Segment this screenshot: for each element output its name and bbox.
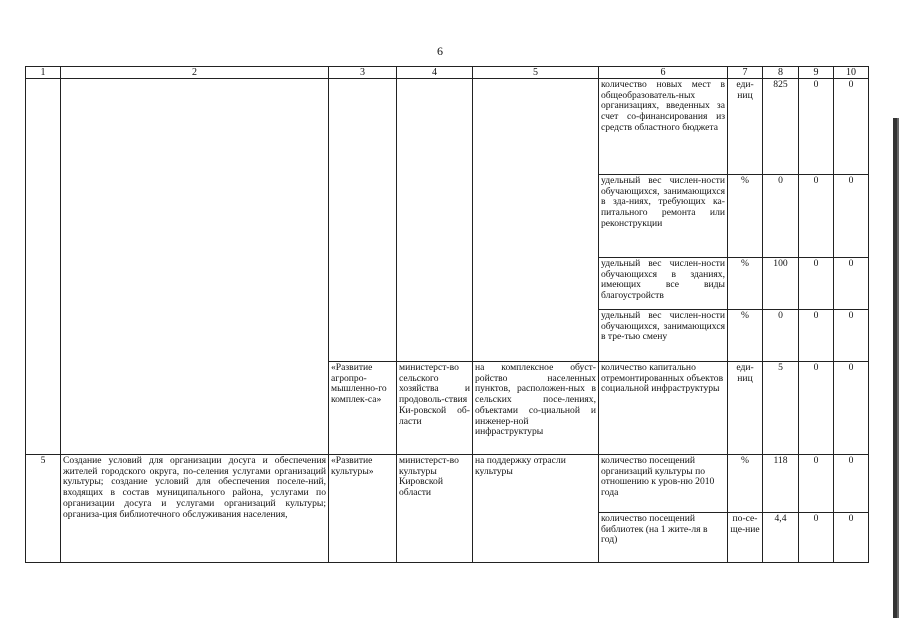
- table-row: [26, 79, 869, 175]
- column-number: 10: [834, 67, 869, 79]
- direction-cell: [473, 79, 599, 362]
- value-cell: 0: [834, 258, 869, 310]
- unit-cell: %: [728, 455, 763, 513]
- value-cell: 0: [799, 258, 834, 310]
- column-number: 3: [329, 67, 397, 79]
- program-table: [25, 66, 869, 563]
- column-number: 7: [728, 67, 763, 79]
- value-cell: 0: [763, 310, 799, 362]
- value-cell: 0: [834, 455, 869, 513]
- column-number: 2: [61, 67, 329, 79]
- value-cell: 0: [834, 362, 869, 455]
- column-number: 9: [799, 67, 834, 79]
- ministry-cell: министерст-во сельского хозяйства и продоволь-ствия Ки-ровской об-ласти: [397, 362, 473, 455]
- value-cell: 0: [799, 175, 834, 258]
- value-cell: 0: [834, 310, 869, 362]
- indicator-cell: количество посещений библиотек (на 1 жите-ля в год): [599, 513, 728, 563]
- description-cell: Создание условий для организации досуга и обеспечения жителей городского округа, по-селения услугами организаций культуры; создание условий для обеспечения поселе-ний, входящих в состав муниципального района, услугами по организации досуга и услугами организаций культуры; организа-ция библиотечного обслуживания населения,: [61, 455, 329, 563]
- column-number: 5: [473, 67, 599, 79]
- value-cell: 5: [763, 362, 799, 455]
- ministry-cell: министерст-во культуры Кировской области: [397, 455, 473, 563]
- column-number: 8: [763, 67, 799, 79]
- unit-cell: по-се-ще-ние: [728, 513, 763, 563]
- value-cell: 100: [763, 258, 799, 310]
- value-cell: 825: [763, 79, 799, 175]
- indicator-cell: удельный вес числен-ности обучающихся в зданиях, имеющих все виды благоустройств: [599, 258, 728, 310]
- unit-cell: %: [728, 258, 763, 310]
- value-cell: 0: [799, 79, 834, 175]
- column-number: 6: [599, 67, 728, 79]
- column-number: 1: [26, 67, 61, 79]
- indicator-cell: количество новых мест в общеобразователь-ных организациях, введенных за счет со-финансирования из средств областного бюджета: [599, 79, 728, 175]
- row-number-cell: 5: [26, 455, 61, 563]
- direction-cell: на комплексное обуст-ройство населенных пунктов, расположен-ных в сельских посе-лениях, объектами со-циальной и инженер-ной инфраструктуры: [473, 362, 599, 455]
- indicator-cell: удельный вес числен-ности обучающихся, занимающихся в зда-ниях, требующих ка-питального ремонта или реконструкции: [599, 175, 728, 258]
- value-cell: 4,4: [763, 513, 799, 563]
- page-number: 6: [437, 44, 443, 58]
- table-row: [26, 455, 869, 513]
- value-cell: 0: [834, 79, 869, 175]
- scan-edge-shadow: [897, 118, 899, 618]
- description-cell: [61, 79, 329, 455]
- value-cell: 0: [799, 455, 834, 513]
- value-cell: 0: [763, 175, 799, 258]
- indicator-cell: количество посещений организаций культуры по отношению к уров-ню 2010 года: [599, 455, 728, 513]
- unit-cell: %: [728, 310, 763, 362]
- indicator-cell: количество капитально отремонтированных объектов социальной инфраструктуры: [599, 362, 728, 455]
- unit-cell: еди-ниц: [728, 362, 763, 455]
- column-number: 4: [397, 67, 473, 79]
- column-numbers-row: [26, 67, 869, 79]
- value-cell: 0: [799, 513, 834, 563]
- row-number-cell: [26, 79, 61, 455]
- ministry-cell: [397, 79, 473, 362]
- value-cell: 0: [799, 362, 834, 455]
- program-cell: [329, 79, 397, 362]
- value-cell: 118: [763, 455, 799, 513]
- value-cell: 0: [799, 310, 834, 362]
- direction-cell: на поддержку отрасли культуры: [473, 455, 599, 563]
- value-cell: 0: [834, 513, 869, 563]
- value-cell: 0: [834, 175, 869, 258]
- indicator-cell: удельный вес числен-ности обучающихся, занимающихся в тре-тью смену: [599, 310, 728, 362]
- program-cell: «Развитие культуры»: [329, 455, 397, 563]
- program-cell: «Развитие агропро-мышленно-го комплек-са»: [329, 362, 397, 455]
- unit-cell: %: [728, 175, 763, 258]
- unit-cell: еди-ниц: [728, 79, 763, 175]
